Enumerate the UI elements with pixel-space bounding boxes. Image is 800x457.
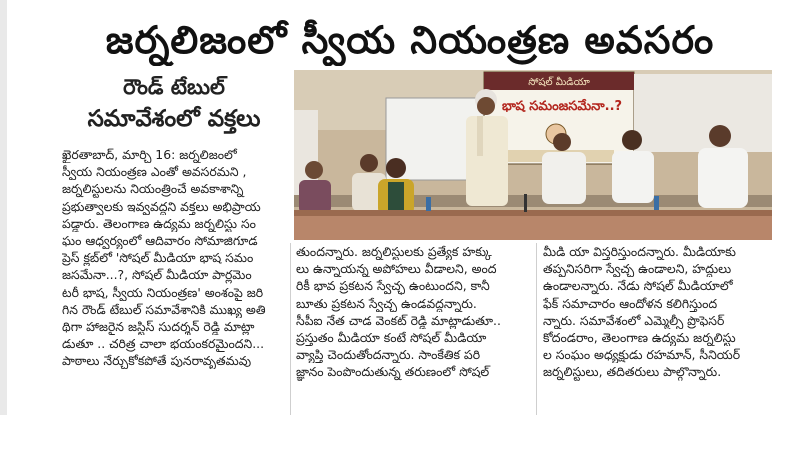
text-line: మీడి యా విస్తరిస్తుందన్నారు. మీడియాకు [543, 244, 736, 259]
headline: జర్నలిజంలో స్వీయ నియంత్రణ అవసరం [105, 18, 715, 62]
text-line: ప్రస్తుతం మీడియా కంటే సోషల్ మీడియా [296, 329, 487, 345]
text-line: గిన రౌండ్ టేబుల్ సమావేశానికి ముఖ్య అతి [62, 301, 266, 317]
news-photo [294, 70, 772, 240]
banner-main-text: భాష సమంజసమేనా..? [501, 99, 623, 114]
article-column-2 [296, 243, 528, 421]
text-line: జ్ఞానం పెంపొందుతున్న తరుణంలో సోషల్ [296, 364, 490, 380]
text-line: సీపీఐ నేత చాడ వెంకట్ రెడ్డి మాట్లాడుతూ.. [296, 312, 501, 328]
column-divider [290, 243, 291, 415]
text-line: ఫేక్ సమాచారం ఆందోళన కలిగిస్తుంద [543, 295, 718, 311]
article-column-1 [62, 146, 286, 414]
text-line: జసమేనా...?, సోషల్ మీడియా పార్లమెం [62, 267, 252, 283]
article-column-3 [543, 243, 775, 421]
text-line: పాఠాలు నేర్చుకోకపోతే పునరావృతమవు [62, 353, 252, 369]
text-line: వ్యాప్తి చెందుతోందన్నారు. సాంకేతిక పరి [296, 347, 481, 363]
text-line: లు ఉన్నాయన్న అపోహలు వీడాలని, అంద [296, 261, 497, 277]
text-line: న్నారు. సమావేశంలో ఎమ్మెల్సీ ప్రొఫెసర్ [543, 312, 725, 328]
text-line: స్వీయ నియంత్రణ ఎంతో అవసరమని , [62, 164, 247, 180]
text-line: ప్రెస్ క్లబ్‌లో 'సోషల్ మీడియా భాష సమం [62, 250, 254, 266]
text-line: టరీ భాష, స్వీయ నియంత్రణ' అంశంపై జరి [62, 284, 264, 300]
text-line: తుందన్నారు. జర్నలిస్టులకు ప్రత్యేక హక్కు [296, 244, 492, 259]
text-line: బూతు ప్రకటన స్వేచ్ఛ ఉండవద్దన్నారు. [296, 295, 477, 311]
subheadline-line-2: సమావేశంలో వక్తలు [87, 106, 261, 132]
text-line: ఖైరతాబాద్, మార్చి 16: జర్నలిజంలో [62, 147, 237, 162]
banner-top-text: సోషల్ మీడియా [528, 77, 590, 88]
subheadline [58, 72, 290, 136]
text-line: పడ్డారు. తెలంగాణ ఉద్యమ జర్నలిస్టు సం [62, 215, 256, 231]
text-line: ప్రభుత్వాలకు ఇవ్వవద్దని వక్తలు అభిప్రాయ [62, 198, 261, 214]
text-line: తప్పనిసరిగా స్వేచ్ఛ ఉండాలని, హద్దులు [543, 261, 732, 277]
subheadline-line-1: రౌండ్ టేబుల్ [123, 75, 225, 99]
text-line: జర్నలిస్టులు, తదితరులు పాల్గొన్నారు. [543, 364, 722, 380]
text-line: జర్నలిస్టులను నియంత్రించే అవకాశాన్ని [62, 181, 244, 197]
page-edge-strip [0, 0, 7, 415]
text-line: డుతూ .. చరిత్ర చాలా భయంకరమైందని... [62, 336, 265, 352]
text-line: కోదండరాం, తెలంగాణ ఉద్యమ జర్నలిస్టు [543, 329, 736, 345]
column-divider [536, 243, 537, 415]
text-line: ల సంఘం అధ్యక్షుడు రహమాన్, సీనియర్ [543, 347, 741, 363]
text-line: ఉండాలన్నారు. నేడు సోషల్ మీడియాలో [543, 278, 733, 294]
text-line: థిగా హాజరైన జస్టిస్ సుదర్శన్ రెడ్డి మాట్లా [62, 318, 255, 334]
text-line: ఘం ఆధ్వర్యంలో ఆదివారం సోమాజిగూడ [62, 232, 258, 248]
text-line: రికీ భావ ప్రకటన స్వేచ్ఛ ఉంటుందని, కానీ [296, 278, 490, 294]
